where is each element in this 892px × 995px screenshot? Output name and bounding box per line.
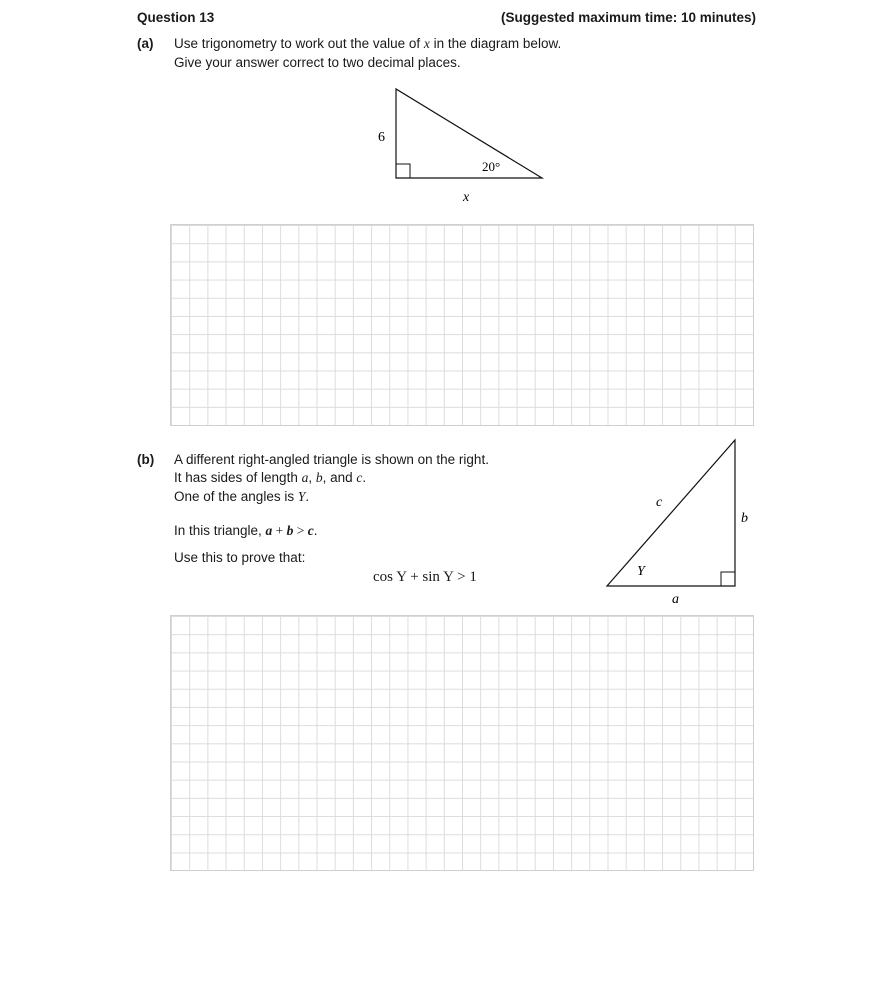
formula-to-prove: cos Y + sin Y > 1 [373, 569, 477, 585]
working-grid-b[interactable] [170, 615, 754, 871]
separator-and: , and [322, 470, 357, 485]
working-grid-a[interactable] [170, 224, 754, 426]
part-a-line1-text: Use trigonometry to work out the value of [174, 36, 424, 51]
part-a-line1-text-end: in the diagram below. [429, 36, 562, 51]
inequality-a: a [265, 523, 273, 538]
base-label-a: a [672, 592, 679, 607]
triangle-b-shape [607, 440, 735, 586]
part-b-line2-text: It has sides of length [174, 470, 302, 485]
angle-label-20: 20° [482, 159, 501, 174]
part-b-line3-text: One of the angles is [174, 489, 298, 504]
greater-than-sign: > [293, 523, 308, 538]
inequality-c: c [307, 523, 314, 538]
part-b-line4 [174, 522, 318, 540]
inequality-b: b [286, 523, 294, 538]
triangle-a-shape [396, 89, 542, 178]
period: . [313, 523, 318, 538]
base-label-x: x [463, 190, 470, 205]
triangle-diagram-b [595, 430, 765, 610]
plus-sign: + [272, 523, 287, 538]
right-angle-marker-b [721, 572, 735, 586]
variable-a: a [301, 470, 309, 485]
part-a-line2: Give your answer correct to two decimal places. [174, 55, 461, 70]
part-b-line1: A different right-angled triangle is shown on the right. [174, 452, 489, 467]
variable-c: c [356, 470, 363, 485]
variable-Y: Y [297, 489, 306, 504]
variable-x: x [423, 36, 430, 51]
part-b-line5: Use this to prove that: [174, 550, 306, 565]
side-label-6: 6 [378, 130, 385, 145]
variable-b: b [315, 470, 323, 485]
part-b-label: (b) [137, 452, 155, 467]
side-label-b: b [741, 511, 748, 526]
question-number: Question 13 [137, 10, 215, 25]
separator-comma: , [308, 470, 316, 485]
period: . [305, 489, 310, 504]
angle-label-Y: Y [637, 564, 645, 579]
part-a-label: (a) [137, 36, 154, 51]
part-a-line1 [174, 35, 561, 53]
triangle-diagram-a [360, 80, 560, 210]
right-angle-marker-a [396, 164, 410, 178]
period: . [362, 470, 367, 485]
hyp-label-c: c [656, 495, 663, 510]
part-b-line2 [174, 469, 366, 487]
part-b-line4-text: In this triangle, [174, 523, 266, 538]
suggested-time: (Suggested maximum time: 10 minutes) [501, 10, 757, 25]
part-b-line3 [174, 488, 309, 506]
